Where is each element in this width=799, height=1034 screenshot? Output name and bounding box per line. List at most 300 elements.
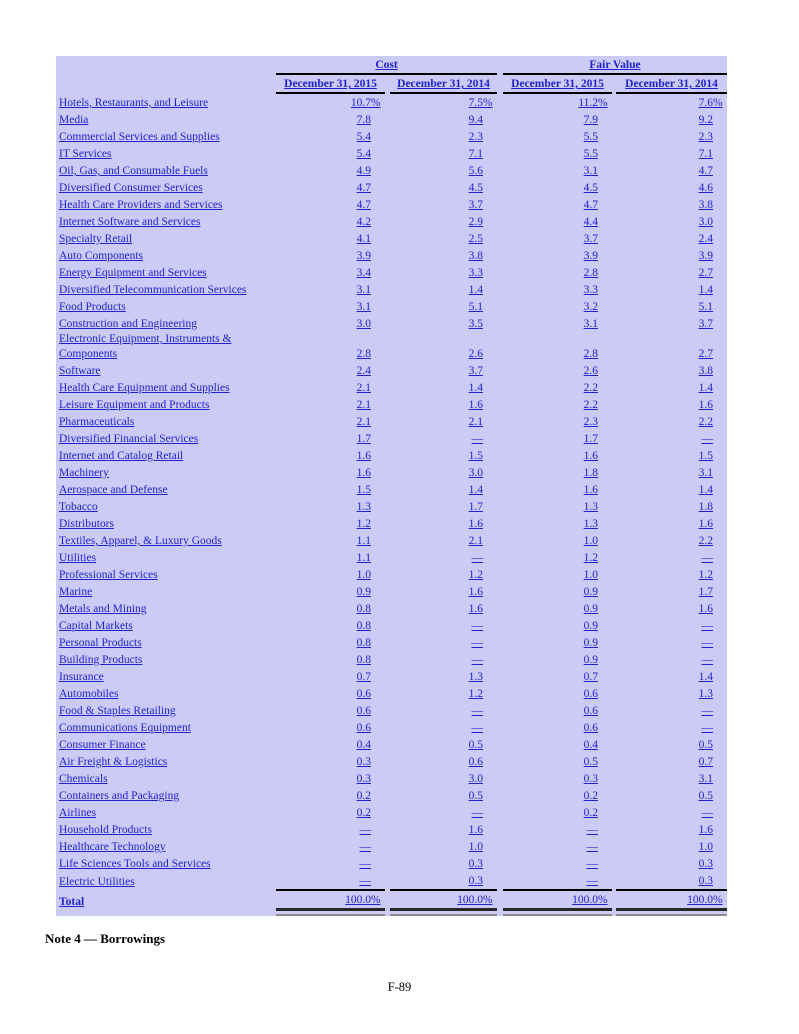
value-link[interactable]	[584, 365, 612, 377]
value-link[interactable]	[699, 182, 727, 194]
industry-link[interactable]: Healthcare Technology	[59, 841, 166, 853]
value-link[interactable]	[587, 824, 613, 836]
value-link[interactable]	[584, 148, 612, 160]
value-link[interactable]	[584, 501, 612, 513]
value-link[interactable]	[584, 467, 612, 479]
industry-link[interactable]: Capital Markets	[59, 620, 133, 632]
cost-group-header-link[interactable]: Cost	[375, 59, 398, 71]
value-link[interactable]	[472, 552, 498, 564]
value-link[interactable]	[584, 233, 612, 245]
value-link[interactable]	[469, 875, 497, 887]
value-cell	[276, 736, 385, 753]
column-header-link-fv-2015[interactable]: December 31, 2015	[511, 78, 604, 90]
value-link[interactable]	[357, 450, 385, 462]
industry-link[interactable]: Aerospace and Defense	[59, 484, 168, 496]
value-link[interactable]	[357, 348, 385, 360]
value-link[interactable]	[469, 348, 497, 360]
value-link[interactable]	[699, 671, 727, 683]
value-link[interactable]	[584, 756, 612, 768]
value-link[interactable]	[472, 620, 498, 632]
value-link[interactable]	[699, 586, 727, 598]
value-link[interactable]	[699, 739, 727, 751]
value-cell	[276, 332, 385, 362]
industry-link[interactable]: IT Services	[59, 148, 112, 160]
industry-link[interactable]: Electric Utilities	[59, 876, 135, 888]
value-link[interactable]	[469, 756, 497, 768]
value-cell	[276, 668, 385, 685]
value-link[interactable]	[357, 603, 385, 615]
value-link[interactable]	[469, 790, 497, 802]
industry-link[interactable]: Chemicals	[59, 773, 108, 785]
value-link[interactable]	[469, 148, 497, 160]
value-link[interactable]	[584, 688, 612, 700]
value-link[interactable]	[584, 318, 612, 330]
industry-link[interactable]: Specialty Retail	[59, 233, 133, 245]
value-text: 1.4	[698, 382, 714, 394]
value-cell	[616, 600, 727, 617]
value-link[interactable]	[584, 114, 612, 126]
industry-link[interactable]: Food & Staples Retailing	[59, 705, 176, 717]
value-link[interactable]	[699, 875, 727, 887]
industry-link[interactable]: Food Products	[59, 301, 126, 313]
value-link[interactable]	[572, 894, 612, 906]
column-header-link-cost-2014[interactable]: December 31, 2014	[397, 78, 490, 90]
value-text: 3.1	[583, 165, 599, 177]
value-link[interactable]	[469, 216, 497, 228]
value-link[interactable]	[699, 284, 727, 296]
value-link[interactable]	[472, 705, 498, 717]
value-link[interactable]	[357, 114, 385, 126]
value-link[interactable]	[469, 603, 497, 615]
industry-cell	[56, 515, 276, 532]
value-link[interactable]	[469, 182, 497, 194]
value-link[interactable]	[469, 267, 497, 279]
value-link[interactable]	[357, 284, 385, 296]
value-link[interactable]	[699, 841, 727, 853]
value-text: 1.6	[698, 824, 714, 836]
value-text: 0.4	[356, 739, 371, 751]
value-link[interactable]	[469, 535, 497, 547]
value-link[interactable]	[699, 131, 727, 143]
value-link[interactable]	[702, 654, 728, 666]
value-link[interactable]	[360, 858, 386, 870]
value-link[interactable]	[699, 688, 727, 700]
value-link[interactable]	[584, 416, 612, 428]
value-cell	[503, 838, 612, 855]
value-link[interactable]	[357, 807, 385, 819]
value-link[interactable]	[357, 382, 385, 394]
value-link[interactable]	[687, 894, 727, 906]
value-link[interactable]	[469, 318, 497, 330]
value-link[interactable]	[357, 318, 385, 330]
industry-link[interactable]: Diversified Consumer Services	[59, 182, 203, 194]
value-text: 0.9	[356, 586, 371, 598]
value-link[interactable]	[357, 267, 385, 279]
industry-link[interactable]: Containers and Packaging	[59, 790, 180, 802]
value-link[interactable]	[584, 348, 612, 360]
value-link[interactable]	[587, 841, 613, 853]
value-link[interactable]	[472, 433, 498, 445]
value-link[interactable]	[360, 875, 386, 887]
value-link[interactable]	[469, 518, 497, 530]
value-link[interactable]	[357, 416, 385, 428]
value-link[interactable]	[699, 97, 727, 109]
industry-link[interactable]: Machinery	[59, 467, 109, 479]
value-link[interactable]	[469, 199, 497, 211]
value-link[interactable]	[584, 382, 612, 394]
value-link[interactable]	[584, 739, 612, 751]
value-text: 5.1	[468, 301, 484, 313]
value-link[interactable]	[469, 501, 497, 513]
value-cell	[390, 498, 497, 515]
value-link[interactable]	[469, 114, 497, 126]
value-link[interactable]	[699, 569, 727, 581]
value-link[interactable]	[584, 586, 612, 598]
value-link[interactable]	[357, 739, 385, 751]
value-cell	[503, 362, 612, 379]
value-cell	[390, 413, 497, 430]
value-link[interactable]	[469, 671, 497, 683]
value-link[interactable]	[699, 501, 727, 513]
value-link[interactable]	[357, 535, 385, 547]
value-link[interactable]	[584, 773, 612, 785]
value-link[interactable]	[357, 705, 385, 717]
value-link[interactable]	[472, 637, 498, 649]
industry-link[interactable]: Building Products	[59, 654, 143, 666]
value-cell	[390, 890, 497, 910]
percent-suffix: %	[598, 894, 608, 906]
value-link[interactable]	[357, 773, 385, 785]
value-link[interactable]	[584, 182, 612, 194]
industry-link[interactable]: Air Freight & Logistics	[59, 756, 168, 768]
value-text: —	[471, 807, 484, 819]
value-link[interactable]	[699, 114, 727, 126]
column-header-link-fv-2014[interactable]: December 31, 2014	[625, 78, 718, 90]
value-link[interactable]	[584, 807, 612, 819]
value-link[interactable]	[584, 790, 612, 802]
value-text: 3.8	[698, 199, 714, 211]
value-cell	[390, 230, 497, 247]
value-link[interactable]	[469, 858, 497, 870]
table-row	[56, 230, 727, 247]
value-link[interactable]	[469, 284, 497, 296]
value-link[interactable]	[469, 739, 497, 751]
value-link[interactable]	[457, 894, 497, 906]
industry-link[interactable]: Marine	[59, 586, 93, 598]
value-text: 1.3	[468, 671, 484, 683]
value-cell	[390, 600, 497, 617]
value-link[interactable]	[584, 620, 612, 632]
value-link[interactable]	[699, 250, 727, 262]
value-link[interactable]	[357, 620, 385, 632]
value-link[interactable]	[469, 233, 497, 245]
value-link[interactable]	[357, 654, 385, 666]
industry-link[interactable]: Metals and Mining	[59, 603, 147, 615]
value-link[interactable]	[357, 199, 385, 211]
industry-link[interactable]: Automobiles	[59, 688, 119, 700]
value-link[interactable]	[469, 450, 497, 462]
value-link[interactable]	[699, 165, 727, 177]
value-link[interactable]	[584, 199, 612, 211]
value-cell	[616, 736, 727, 753]
value-link[interactable]	[699, 233, 727, 245]
value-link[interactable]	[584, 131, 612, 143]
value-link[interactable]	[469, 586, 497, 598]
industry-link[interactable]: Health Care Equipment and Supplies	[59, 382, 230, 394]
value-cell	[616, 315, 727, 332]
value-link[interactable]	[357, 586, 385, 598]
value-link[interactable]	[584, 267, 612, 279]
value-link[interactable]	[587, 875, 613, 887]
value-link[interactable]	[469, 250, 497, 262]
value-link[interactable]	[699, 450, 727, 462]
value-link[interactable]	[584, 250, 612, 262]
industry-link[interactable]: Software	[59, 365, 101, 377]
value-link[interactable]	[357, 131, 385, 143]
value-link[interactable]	[357, 518, 385, 530]
value-text: 0.6	[356, 705, 371, 717]
value-link[interactable]	[357, 301, 385, 313]
value-link[interactable]	[469, 365, 497, 377]
total-link[interactable]: Total	[59, 895, 85, 908]
value-link[interactable]	[584, 433, 612, 445]
industry-link[interactable]: Hotels, Restaurants, and Leisure	[59, 97, 209, 109]
value-link[interactable]	[357, 722, 385, 734]
industry-cell	[56, 464, 276, 481]
industry-link[interactable]: Pharmaceuticals	[59, 416, 135, 428]
value-cell	[616, 332, 727, 362]
value-link[interactable]	[702, 705, 728, 717]
value-link[interactable]	[699, 535, 727, 547]
value-link[interactable]	[584, 671, 612, 683]
industry-link[interactable]: Professional Services	[59, 569, 158, 581]
value-text: 7.5	[468, 97, 484, 109]
value-link[interactable]	[472, 654, 498, 666]
value-link[interactable]	[469, 824, 497, 836]
value-text: 1.3	[698, 688, 714, 700]
value-link[interactable]	[469, 416, 497, 428]
value-link[interactable]	[584, 301, 612, 313]
value-link[interactable]	[699, 382, 727, 394]
value-link[interactable]	[469, 131, 497, 143]
value-link[interactable]	[360, 841, 386, 853]
value-text: 1.7	[356, 433, 371, 445]
value-cell	[276, 838, 385, 855]
industry-link[interactable]: Distributors	[59, 518, 114, 530]
value-link[interactable]	[357, 756, 385, 768]
value-link[interactable]	[360, 824, 386, 836]
value-link[interactable]	[357, 552, 385, 564]
industry-cell	[56, 532, 276, 549]
value-link[interactable]	[699, 416, 727, 428]
table-row	[56, 447, 727, 464]
value-link[interactable]	[699, 318, 727, 330]
value-link[interactable]	[699, 484, 727, 496]
table-row	[56, 532, 727, 549]
value-link[interactable]	[357, 433, 385, 445]
value-link[interactable]	[699, 216, 727, 228]
value-link[interactable]	[584, 654, 612, 666]
industry-link[interactable]: Airlines	[59, 807, 97, 819]
industry-link[interactable]: Internet Software and Services	[59, 216, 201, 228]
industry-link[interactable]: Diversified Telecommunication Services	[59, 284, 247, 296]
value-link[interactable]	[584, 722, 612, 734]
value-link[interactable]	[469, 484, 497, 496]
value-link[interactable]	[699, 148, 727, 160]
value-text: 0.2	[583, 790, 599, 802]
value-link[interactable]	[584, 216, 612, 228]
industry-link[interactable]: Personal Products	[59, 637, 142, 649]
industry-link[interactable]: Tobacco	[59, 501, 98, 513]
value-link[interactable]	[469, 688, 497, 700]
value-link[interactable]	[584, 165, 612, 177]
value-link[interactable]	[357, 569, 385, 581]
industry-link[interactable]: Oil, Gas, and Consumable Fuels	[59, 165, 208, 177]
industry-link[interactable]: Diversified Financial Services	[59, 433, 199, 445]
value-text: 2.7	[698, 267, 714, 279]
value-link[interactable]	[469, 165, 497, 177]
value-link[interactable]	[357, 365, 385, 377]
industry-cell	[56, 396, 276, 413]
industry-link[interactable]: Construction and Engineering	[59, 318, 197, 330]
value-link[interactable]	[357, 165, 385, 177]
value-cell	[616, 213, 727, 230]
value-link[interactable]	[699, 858, 727, 870]
value-link[interactable]	[587, 858, 613, 870]
value-text: 2.2	[698, 535, 714, 547]
industry-link[interactable]: Communications Equipment	[59, 722, 191, 734]
value-link[interactable]	[357, 250, 385, 262]
value-cell	[616, 583, 727, 600]
value-link[interactable]	[469, 569, 497, 581]
industry-link[interactable]: Consumer Finance	[59, 739, 146, 751]
value-link[interactable]	[351, 97, 385, 109]
value-link[interactable]	[584, 637, 612, 649]
value-link[interactable]	[469, 773, 497, 785]
value-link[interactable]	[702, 552, 728, 564]
value-text: 2.1	[468, 535, 484, 547]
value-cell	[276, 787, 385, 804]
value-link[interactable]	[584, 450, 612, 462]
value-link[interactable]	[699, 399, 727, 411]
value-link[interactable]	[345, 894, 385, 906]
industry-link[interactable]: Life Sciences Tools and Services	[59, 858, 211, 870]
industry-link[interactable]: Energy Equipment and Services	[59, 267, 207, 279]
value-link[interactable]	[699, 348, 727, 360]
value-link[interactable]	[584, 569, 612, 581]
value-link[interactable]	[699, 267, 727, 279]
value-link[interactable]	[357, 484, 385, 496]
value-link[interactable]	[357, 790, 385, 802]
value-link[interactable]	[699, 199, 727, 211]
value-link[interactable]	[699, 467, 727, 479]
column-header-link-cost-2015[interactable]: December 31, 2015	[284, 78, 377, 90]
value-link[interactable]	[469, 841, 497, 853]
industry-link[interactable]: Health Care Providers and Services	[59, 199, 223, 211]
value-text: 0.5	[468, 790, 484, 802]
value-cell	[390, 247, 497, 264]
industry-link[interactable]: Insurance	[59, 671, 104, 683]
value-link[interactable]	[472, 722, 498, 734]
industry-link[interactable]: Media	[59, 114, 89, 126]
value-link[interactable]	[584, 284, 612, 296]
industry-link[interactable]: Textiles, Apparel, & Luxury Goods	[59, 535, 222, 547]
fair-value-group-header-link[interactable]: Fair Value	[589, 59, 641, 71]
value-link[interactable]	[357, 501, 385, 513]
value-cell	[616, 838, 727, 855]
value-link[interactable]	[699, 773, 727, 785]
value-link[interactable]	[469, 382, 497, 394]
value-link[interactable]	[357, 399, 385, 411]
industry-link[interactable]: Leisure Equipment and Products	[59, 399, 210, 411]
industry-link[interactable]: Commercial Services and Supplies	[59, 131, 220, 143]
value-link[interactable]	[357, 467, 385, 479]
industry-link[interactable]: Electronic Equipment, Instruments & Components	[59, 333, 232, 360]
value-link[interactable]	[702, 637, 728, 649]
value-text: 2.1	[468, 416, 484, 428]
value-link[interactable]	[472, 807, 498, 819]
percent-suffix: %	[483, 894, 493, 906]
value-cell	[390, 702, 497, 719]
industry-link[interactable]: Household Products	[59, 824, 152, 836]
table-row	[56, 196, 727, 213]
value-link[interactable]	[357, 637, 385, 649]
value-link[interactable]	[702, 722, 728, 734]
value-link[interactable]	[469, 467, 497, 479]
value-link[interactable]	[357, 182, 385, 194]
value-link[interactable]	[584, 535, 612, 547]
value-link[interactable]	[357, 233, 385, 245]
value-link[interactable]	[357, 216, 385, 228]
value-text: —	[471, 654, 484, 666]
value-link[interactable]	[699, 365, 727, 377]
value-text: 2.3	[698, 131, 714, 143]
value-link[interactable]	[584, 399, 612, 411]
value-link[interactable]	[699, 824, 727, 836]
value-link[interactable]	[699, 603, 727, 615]
value-text: 1.5	[468, 450, 484, 462]
value-link[interactable]	[469, 399, 497, 411]
value-text: 2.8	[583, 348, 599, 360]
value-link[interactable]	[699, 756, 727, 768]
value-link[interactable]	[699, 790, 727, 802]
value-link[interactable]	[357, 688, 385, 700]
value-link[interactable]	[357, 671, 385, 683]
value-link[interactable]	[357, 148, 385, 160]
value-link[interactable]	[699, 518, 727, 530]
value-link[interactable]	[469, 97, 497, 109]
value-link[interactable]	[584, 518, 612, 530]
value-link[interactable]	[584, 484, 612, 496]
industry-link[interactable]: Internet and Catalog Retail	[59, 450, 184, 462]
value-link[interactable]	[702, 433, 728, 445]
table-row	[56, 298, 727, 315]
percent-suffix: %	[598, 97, 608, 109]
value-link[interactable]	[584, 603, 612, 615]
industry-link[interactable]: Utilities	[59, 552, 97, 564]
value-link[interactable]	[702, 620, 728, 632]
value-cell	[503, 753, 612, 770]
value-link[interactable]	[699, 301, 727, 313]
value-link[interactable]	[578, 97, 612, 109]
industry-link[interactable]: Auto Components	[59, 250, 144, 262]
value-link[interactable]	[584, 552, 612, 564]
value-link[interactable]	[584, 705, 612, 717]
value-text: 3.9	[698, 250, 714, 262]
value-cell	[276, 264, 385, 281]
value-link[interactable]	[469, 301, 497, 313]
value-link[interactable]	[702, 807, 728, 819]
